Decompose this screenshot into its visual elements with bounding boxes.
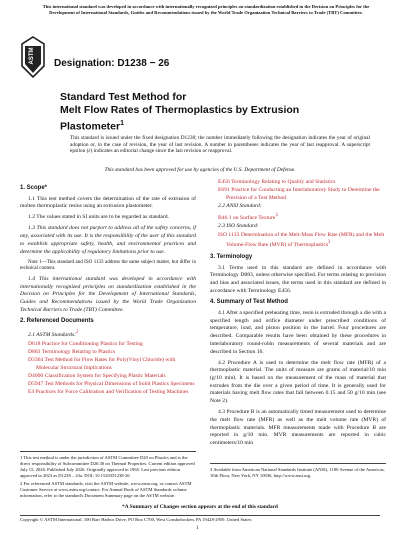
title-line-1: Standard Test Method for (60, 91, 187, 103)
ref-code[interactable]: ISO 1133 (218, 231, 240, 238)
note-1: Note 1—This standard and ISO 1133 address the same subject matter, but differ in technical content. (20, 259, 196, 272)
dod-note: This standard has been approved for use by agencies of the U.S. Department of Defense. (104, 167, 296, 173)
terminology-heading: 3. Terminology (210, 253, 253, 260)
astm-standards-heading (28, 329, 196, 340)
ref-item[interactable] (210, 179, 386, 187)
ref-item[interactable] (20, 357, 196, 372)
ref-item[interactable] (20, 349, 196, 357)
right-column (210, 179, 386, 451)
ref-title[interactable]: Determination of the Melt-Mass Flow Rate (MFR) and the Melt Volume-Flow Rate (MVR) of Thermoplastics (226, 231, 385, 249)
ref-title[interactable]: Terminology Relating to Plastics (41, 348, 116, 355)
paragraph-1-4: 1.4 This international standard was developed in accordance with internationally recognized principles on standardization established in the Decision on Principles for the Development of International Standards, Guides and Recommendations issued by the World Trade Organization Technical Barriers to Trade (TBT) Committee. (20, 275, 196, 313)
ref-item[interactable] (210, 212, 386, 223)
paragraph-1-1: 1.1 This test method covers the determination of the rate of extrusion of molten thermoplastic resins using an extrusion plastometer. (20, 195, 196, 210)
copyright: Copyright © ASTM International, 100 Barr Harbor Drive, PO Box C700, West Conshohocken, PA 19428-2959. United States (20, 515, 380, 522)
summary-of-changes-note: *A Summary of Changes section appears at the end of this standard (122, 504, 278, 510)
ansi-footnote-mark[interactable]: 3 (275, 212, 278, 218)
ref-item[interactable] (20, 381, 196, 389)
title-line-2: Melt Flow Rates of Thermoplastics by Extrusion (60, 104, 300, 116)
title-footnote-mark: 1 (120, 120, 125, 127)
ref-code[interactable]: E456 (218, 179, 230, 185)
page-number: 1 (196, 526, 199, 531)
ref-title[interactable]: Test Method for Flow Rates for Poly(Vinyl Chloride) with Molecular Structural Implications (36, 357, 176, 371)
ref-title[interactable]: Classification System for Specifying Plastic Materials (44, 372, 166, 379)
ref-title[interactable]: Terminology Relating to Quality and Statistics (231, 179, 336, 185)
ref-item[interactable] (210, 232, 386, 250)
paragraph-1-3: 1.3 This standard does not purport to address all of the safety concerns, if any, associated with its use. It is the responsibility of the user of this standard to establish appropriate safety, health, and environmental practices and determine the applicability of regulatory limitations prior to use. (20, 225, 196, 255)
ref-item[interactable] (20, 389, 196, 397)
ref-item[interactable] (20, 341, 196, 349)
footnote-1: 1 This test method is under the jurisdiction of ASTM Committee D20 on Plastics and is the direct responsibility of Subcommittee D20.30 on Thermal Properties. Current edition approved July 15, 2026. Published July 2026. Originally approved in 1965. Last previous edition approved in 2023 as D1238 – 23a. DOI: 10.1520/D1238-26 (20, 455, 195, 478)
left-column (20, 181, 196, 398)
ref-code[interactable]: D3364 (28, 357, 44, 363)
iso-standard-heading: 2.3 ISO Standard: (218, 222, 259, 229)
svg-text:ASTM: ASTM (29, 47, 35, 65)
iso-footnote-mark[interactable]: 3 (328, 240, 331, 246)
astm-standards-label: 2.1 ASTM Standards: (28, 331, 77, 338)
ref-item[interactable] (210, 187, 386, 202)
ref-code[interactable]: D618 (28, 340, 41, 347)
ref-code[interactable]: E4 (28, 389, 35, 396)
ref-title[interactable]: Practice for Conditioning Plastics for Testing (41, 340, 143, 347)
paragraph-4-1: 4.1 After a specified preheating time, resin is extruded through a die with a specified length and orifice diameter under prescribed conditions of temperature, load, and piston position in the barrel. Four procedures are described. Comparable results have been obtained by these procedures in interlaboratory round-robin measurements of several materials and are described in Section 16. (210, 310, 386, 355)
ref-code[interactable]: D4000 (28, 372, 44, 379)
paragraph-4-2: 4.2 Procedure A is used to determine the melt flow rate (MFR) of a thermoplastic material. The units of measure are grams of material/10 min (g/10 min). It is based on the measurement of the mass of material that extrudes from the die over a given period of time. It is generally used for materials having melt flow rates that fall between 0.15 and 50 g/10 min (see Note 2). (210, 359, 386, 405)
referenced-documents-heading: 2. Referenced Documents (20, 318, 94, 325)
footnotes-left (20, 451, 196, 501)
astm-logo (20, 36, 46, 78)
ref-title[interactable]: Practice for Conducting an Interlaboratory Study to Determine the Precision of a Test Method (226, 187, 380, 201)
ref-code[interactable]: D883 (28, 348, 41, 355)
ref-title[interactable]: Test Methods for Physical Dimensions of Solid Plastics Specimens (44, 381, 195, 388)
title-line-3-text: Plastometer (60, 120, 121, 133)
ref-code[interactable]: B46.1 (218, 214, 232, 221)
page-title (60, 91, 360, 134)
footnotes-right (210, 463, 386, 479)
ref-title[interactable]: Practices for Force Calibration and Verification of Testing Machines (35, 389, 189, 396)
footnote-3: 3 Available from American National Standards Institute (ANSI), 1180 Avenue of the Americas, 10th Floor, New York, NY 10036, http://www.ansi.org. (210, 467, 385, 478)
paragraph-4-3: 4.3 Procedure B is an automatically timed measurement used to determine the melt flow rate (MFR) as well as the melt volume rate (MVR) of thermoplastic materials. MFR measurements made with Procedure B are reported in g/10 min. MVR measurements are reported in cubic centimeters/10 min (210, 409, 386, 446)
ansi-standard-heading: 2.2 ANSI Standard: (218, 203, 262, 210)
footnote-2: 2 For referenced ASTM standards, visit the ASTM website, www.astm.org, or contact ASTM Customer Service at www.astm.org/contact. For Annual Book of ASTM Standards volume information, refer to the standard's Document Summary page on the ASTM website. (20, 481, 192, 498)
summary-heading: 4. Summary of Test Method (210, 299, 288, 306)
paragraph-3-1: 3.1 Terms used in this standard are defined in accordance with Terminology D883, unless otherwise specified. For terms relating to precision and bias and associated issues, the terms used in this standard are defined in accordance with Terminology E456. (210, 264, 386, 294)
ref-item[interactable] (20, 373, 196, 381)
ref-code[interactable]: D5947 (28, 381, 44, 388)
astm-footnote-mark[interactable]: 2 (76, 330, 79, 336)
ref-code[interactable]: E691 (218, 187, 230, 194)
scope-heading: 1. Scope* (20, 185, 48, 191)
header-notice: This international standard was developed in accordance with internationally recognized principles on standardization established in the Decision on Principles for the Development of International Standards, Guides and Recommendations issued by the World Trade Organization Technical Barriers to Trade (TBT) Committee. (42, 4, 370, 15)
ref-title[interactable]: on Surface Texture (232, 214, 276, 221)
designation: Designation: D1238 − 26 (54, 58, 170, 69)
paragraph-1-2: 1.2 The values stated in SI units are to be regarded as standard. (28, 214, 169, 221)
title-line-3 (60, 117, 360, 134)
standard-note: This standard is issued under the fixed designation D1238; the number immediately following the designation indicates the year of original adoption or, in the case of revision, the year of last revision. A number in parentheses indicates the year of last reapproval. A superscript epsilon (ε) indicates an editorial change since the last revision or reapproval. (70, 135, 370, 155)
